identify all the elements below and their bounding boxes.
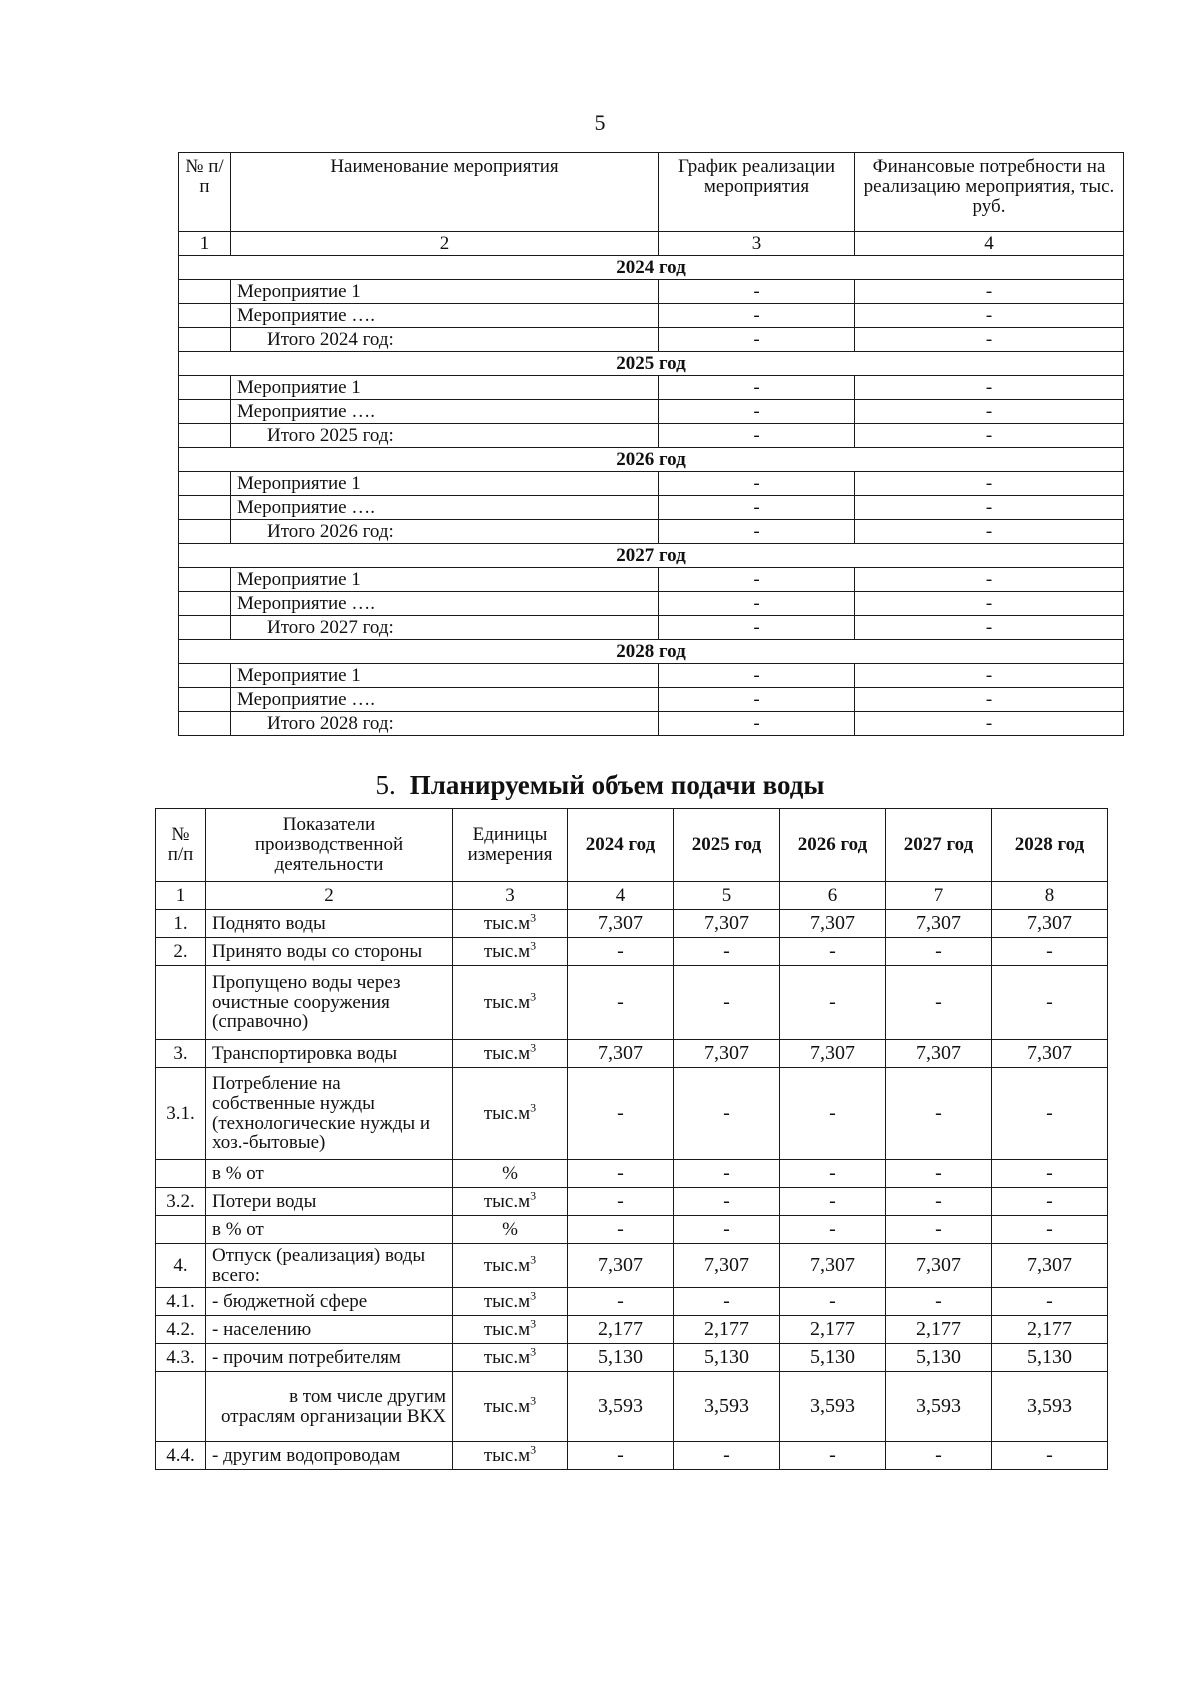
- year-value: 2,177: [674, 1316, 780, 1344]
- year-value: -: [992, 1188, 1108, 1216]
- row-number: 4.4.: [156, 1442, 206, 1470]
- header-year: 2025 год: [674, 809, 780, 882]
- unit-text: тыс.м: [483, 1290, 531, 1312]
- measure-num: [179, 592, 231, 616]
- indicator-label: Отпуск (реализация) воды всего:: [206, 1244, 453, 1288]
- unit-text: тыс.м: [483, 1190, 531, 1212]
- measure-name: Мероприятие 1: [231, 568, 659, 592]
- year-value: 7,307: [568, 1244, 674, 1288]
- header-year: 2026 год: [780, 809, 886, 882]
- row-number: [156, 966, 206, 1040]
- year-value: -: [674, 1068, 780, 1160]
- year-value: 2,177: [780, 1316, 886, 1344]
- col-number: 8: [992, 882, 1108, 910]
- year-value: -: [780, 1216, 886, 1244]
- indicator-label: Пропущено воды через очистные сооружения (справочно): [206, 966, 453, 1040]
- unit-superscript: 3: [530, 1188, 537, 1203]
- measure-schedule: -: [659, 472, 855, 496]
- total-row: [179, 520, 1124, 544]
- year-value: -: [886, 1068, 992, 1160]
- water-supply-table: [155, 808, 1108, 1470]
- indicator-row: [156, 1188, 1108, 1216]
- measure-finance: -: [855, 472, 1124, 496]
- measure-row: [179, 280, 1124, 304]
- measure-finance: -: [855, 664, 1124, 688]
- indicator-label: в % от: [206, 1160, 453, 1188]
- col-number: 1: [179, 232, 231, 256]
- year-value: 7,307: [780, 1244, 886, 1288]
- year-value: 5,130: [780, 1344, 886, 1372]
- unit-cell: [453, 1244, 568, 1288]
- unit-cell: [453, 1040, 568, 1068]
- total-schedule: -: [659, 328, 855, 352]
- header-year: 2027 год: [886, 809, 992, 882]
- measure-schedule: -: [659, 568, 855, 592]
- measure-finance: -: [855, 496, 1124, 520]
- year-value: -: [568, 1288, 674, 1316]
- year-value: -: [674, 966, 780, 1040]
- indicator-row: [156, 966, 1108, 1040]
- indicator-row: [156, 1244, 1108, 1288]
- measure-name: Мероприятие 1: [231, 280, 659, 304]
- section-title-text: Планируемый объем подачи воды: [409, 770, 825, 800]
- row-number: 3.2.: [156, 1188, 206, 1216]
- unit-superscript: 3: [530, 1252, 537, 1267]
- total-finance: -: [855, 616, 1124, 640]
- total-finance: -: [855, 712, 1124, 736]
- measure-finance: -: [855, 568, 1124, 592]
- measure-finance: -: [855, 376, 1124, 400]
- measure-schedule: -: [659, 280, 855, 304]
- year-value: 7,307: [780, 910, 886, 938]
- unit-cell: [453, 1316, 568, 1344]
- year-value: -: [992, 1216, 1108, 1244]
- total-num: [179, 616, 231, 640]
- header-year: 2028 год: [992, 809, 1108, 882]
- indicator-label: - бюджетной сфере: [206, 1288, 453, 1316]
- unit-cell: [453, 910, 568, 938]
- measure-num: [179, 688, 231, 712]
- indicator-row: [156, 1288, 1108, 1316]
- year-label: 2027 год: [179, 544, 1124, 568]
- measure-name: Мероприятие ….: [231, 688, 659, 712]
- year-value: 7,307: [886, 910, 992, 938]
- section-number: 5.: [375, 770, 396, 800]
- header-measure-name: Наименование мероприятия: [231, 153, 659, 232]
- unit-superscript: 3: [530, 1442, 537, 1457]
- year-value: -: [674, 1442, 780, 1470]
- measure-num: [179, 400, 231, 424]
- total-row: [179, 424, 1124, 448]
- year-value: -: [674, 1188, 780, 1216]
- year-value: -: [568, 1216, 674, 1244]
- unit-text: тыс.м: [483, 1346, 531, 1368]
- measure-finance: -: [855, 280, 1124, 304]
- measure-row: [179, 472, 1124, 496]
- col-number: 2: [231, 232, 659, 256]
- year-value: 5,130: [674, 1344, 780, 1372]
- unit-text: тыс.м: [483, 1042, 531, 1064]
- year-value: -: [568, 1160, 674, 1188]
- year-value: 7,307: [780, 1040, 886, 1068]
- indicator-row: [156, 1040, 1108, 1068]
- indicator-label: - другим водопроводам: [206, 1442, 453, 1470]
- measures-table: [178, 152, 1124, 736]
- unit-superscript: 3: [530, 1040, 537, 1055]
- measure-schedule: -: [659, 304, 855, 328]
- row-number: 4.2.: [156, 1316, 206, 1344]
- unit-superscript: 3: [530, 1316, 537, 1331]
- year-value: -: [568, 1068, 674, 1160]
- page-number: 5: [594, 110, 606, 135]
- year-value: 3,593: [674, 1372, 780, 1442]
- total-num: [179, 712, 231, 736]
- measure-row: [179, 688, 1124, 712]
- header-unit: Единицы измерения: [453, 809, 568, 882]
- measure-row: [179, 304, 1124, 328]
- indicator-row: [156, 1216, 1108, 1244]
- row-number: 3.1.: [156, 1068, 206, 1160]
- measure-num: [179, 304, 231, 328]
- year-value: 7,307: [674, 1040, 780, 1068]
- measure-num: [179, 376, 231, 400]
- year-value: -: [992, 1068, 1108, 1160]
- total-schedule: -: [659, 712, 855, 736]
- total-schedule: -: [659, 520, 855, 544]
- unit-text: тыс.м: [483, 1318, 531, 1340]
- measure-num: [179, 568, 231, 592]
- measure-schedule: -: [659, 688, 855, 712]
- row-number: 2.: [156, 938, 206, 966]
- row-number: [156, 1216, 206, 1244]
- total-row: [179, 712, 1124, 736]
- year-value: -: [780, 938, 886, 966]
- measure-row: [179, 376, 1124, 400]
- year-value: -: [886, 1216, 992, 1244]
- unit-text: %: [502, 1218, 518, 1240]
- col-number: 7: [886, 882, 992, 910]
- unit-text: тыс.м: [483, 1444, 531, 1466]
- col-number: 2: [206, 882, 453, 910]
- indicator-row: [156, 938, 1108, 966]
- total-label: Итого 2028 год:: [231, 712, 659, 736]
- year-value: -: [886, 1288, 992, 1316]
- unit-superscript: 3: [530, 938, 537, 953]
- year-label: 2028 год: [179, 640, 1124, 664]
- measure-num: [179, 664, 231, 688]
- year-value: 7,307: [886, 1244, 992, 1288]
- measure-schedule: -: [659, 592, 855, 616]
- measure-row: [179, 664, 1124, 688]
- water-table-col-numbers: [156, 882, 1108, 910]
- measure-finance: -: [855, 304, 1124, 328]
- indicator-row: [156, 910, 1108, 938]
- measure-name: Мероприятие ….: [231, 304, 659, 328]
- unit-superscript: 3: [530, 1393, 537, 1408]
- year-value: 3,593: [780, 1372, 886, 1442]
- year-value: -: [780, 1442, 886, 1470]
- year-value: 3,593: [992, 1372, 1108, 1442]
- measure-name: Мероприятие ….: [231, 592, 659, 616]
- unit-superscript: 3: [530, 1100, 537, 1115]
- year-value: 3,593: [568, 1372, 674, 1442]
- year-value: -: [674, 938, 780, 966]
- total-row: [179, 328, 1124, 352]
- unit-cell: [453, 1160, 568, 1188]
- header-schedule: График реализации мероприятия: [659, 153, 855, 232]
- indicator-label: - населению: [206, 1316, 453, 1344]
- unit-superscript: 3: [530, 1288, 537, 1303]
- measure-name: Мероприятие 1: [231, 472, 659, 496]
- year-label: 2024 год: [179, 256, 1124, 280]
- year-value: 5,130: [568, 1344, 674, 1372]
- total-label: Итого 2027 год:: [231, 616, 659, 640]
- measure-num: [179, 472, 231, 496]
- total-label: Итого 2024 год:: [231, 328, 659, 352]
- year-value: -: [568, 938, 674, 966]
- unit-cell: [453, 1372, 568, 1442]
- year-value: -: [568, 1188, 674, 1216]
- unit-text: тыс.м: [483, 1102, 531, 1124]
- year-row: [179, 544, 1124, 568]
- measures-table-col-numbers: [179, 232, 1124, 256]
- header-year: 2024 год: [568, 809, 674, 882]
- col-number: 1: [156, 882, 206, 910]
- year-value: 7,307: [674, 910, 780, 938]
- year-row: [179, 640, 1124, 664]
- unit-text: тыс.м: [483, 912, 531, 934]
- unit-text: тыс.м: [483, 940, 531, 962]
- total-finance: -: [855, 520, 1124, 544]
- year-value: 7,307: [568, 1040, 674, 1068]
- year-value: 7,307: [992, 910, 1108, 938]
- year-value: -: [886, 966, 992, 1040]
- year-value: -: [992, 966, 1108, 1040]
- measure-num: [179, 496, 231, 520]
- unit-superscript: 3: [530, 1344, 537, 1359]
- indicator-row: [156, 1442, 1108, 1470]
- row-number: 1.: [156, 910, 206, 938]
- year-row: [179, 256, 1124, 280]
- indicator-row: [156, 1372, 1108, 1442]
- col-number: 6: [780, 882, 886, 910]
- year-value: -: [780, 966, 886, 1040]
- measure-row: [179, 400, 1124, 424]
- indicator-label: Принято воды со стороны: [206, 938, 453, 966]
- measure-schedule: -: [659, 496, 855, 520]
- measure-row: [179, 592, 1124, 616]
- year-label: 2026 год: [179, 448, 1124, 472]
- total-finance: -: [855, 328, 1124, 352]
- unit-superscript: 3: [530, 910, 537, 925]
- year-value: -: [992, 1288, 1108, 1316]
- total-num: [179, 520, 231, 544]
- measure-finance: -: [855, 688, 1124, 712]
- year-value: 7,307: [992, 1244, 1108, 1288]
- unit-cell: [453, 1344, 568, 1372]
- year-value: -: [780, 1288, 886, 1316]
- row-number: 3.: [156, 1040, 206, 1068]
- unit-text: тыс.м: [483, 1254, 531, 1276]
- year-value: -: [886, 1160, 992, 1188]
- year-value: -: [992, 1442, 1108, 1470]
- measure-finance: -: [855, 400, 1124, 424]
- indicator-label: в том числе другим отраслям организации ВКХ: [206, 1372, 453, 1442]
- year-value: 7,307: [674, 1244, 780, 1288]
- total-schedule: -: [659, 424, 855, 448]
- year-value: 7,307: [568, 910, 674, 938]
- col-number: 5: [674, 882, 780, 910]
- unit-cell: [453, 1068, 568, 1160]
- year-value: 7,307: [886, 1040, 992, 1068]
- indicator-row: [156, 1160, 1108, 1188]
- measure-schedule: -: [659, 400, 855, 424]
- measure-schedule: -: [659, 376, 855, 400]
- indicator-label: Потери воды: [206, 1188, 453, 1216]
- indicator-label: Поднято воды: [206, 910, 453, 938]
- total-label: Итого 2026 год:: [231, 520, 659, 544]
- total-schedule: -: [659, 616, 855, 640]
- measure-num: [179, 280, 231, 304]
- header-finance: Финансовые потребности на реализацию мероприятия, тыс. руб.: [855, 153, 1124, 232]
- year-value: -: [886, 1442, 992, 1470]
- year-value: -: [780, 1160, 886, 1188]
- measure-name: Мероприятие ….: [231, 400, 659, 424]
- year-value: -: [886, 1188, 992, 1216]
- year-value: -: [674, 1288, 780, 1316]
- unit-cell: [453, 1188, 568, 1216]
- indicator-row: [156, 1068, 1108, 1160]
- indicator-label: Транспортировка воды: [206, 1040, 453, 1068]
- unit-cell: [453, 966, 568, 1040]
- measure-row: [179, 568, 1124, 592]
- year-value: 2,177: [992, 1316, 1108, 1344]
- measure-row: [179, 496, 1124, 520]
- year-row: [179, 448, 1124, 472]
- unit-cell: [453, 938, 568, 966]
- indicator-label: - прочим потребителям: [206, 1344, 453, 1372]
- measure-name: Мероприятие ….: [231, 496, 659, 520]
- unit-cell: [453, 1442, 568, 1470]
- section-title: [0, 770, 1200, 801]
- col-number: 4: [568, 882, 674, 910]
- measure-schedule: -: [659, 664, 855, 688]
- measure-name: Мероприятие 1: [231, 664, 659, 688]
- total-num: [179, 328, 231, 352]
- unit-text: тыс.м: [483, 1395, 531, 1417]
- year-value: -: [568, 1442, 674, 1470]
- year-value: -: [992, 1160, 1108, 1188]
- year-value: -: [780, 1068, 886, 1160]
- col-number: 3: [659, 232, 855, 256]
- year-value: 5,130: [992, 1344, 1108, 1372]
- measure-finance: -: [855, 592, 1124, 616]
- year-value: -: [674, 1160, 780, 1188]
- total-row: [179, 616, 1124, 640]
- unit-superscript: 3: [530, 989, 537, 1004]
- total-finance: -: [855, 424, 1124, 448]
- year-value: -: [780, 1188, 886, 1216]
- indicator-label: в % от: [206, 1216, 453, 1244]
- total-num: [179, 424, 231, 448]
- row-number: [156, 1160, 206, 1188]
- year-value: 3,593: [886, 1372, 992, 1442]
- row-number: [156, 1372, 206, 1442]
- year-value: -: [886, 938, 992, 966]
- year-value: -: [568, 966, 674, 1040]
- unit-cell: [453, 1288, 568, 1316]
- indicator-row: [156, 1316, 1108, 1344]
- year-value: 2,177: [886, 1316, 992, 1344]
- year-value: -: [992, 938, 1108, 966]
- total-label: Итого 2025 год:: [231, 424, 659, 448]
- row-number: 4.1.: [156, 1288, 206, 1316]
- measures-table-header: [179, 153, 1124, 232]
- year-value: 5,130: [886, 1344, 992, 1372]
- header-num: № п/п: [179, 153, 231, 232]
- unit-cell: [453, 1216, 568, 1244]
- year-value: 2,177: [568, 1316, 674, 1344]
- indicator-row: [156, 1344, 1108, 1372]
- col-number: 3: [453, 882, 568, 910]
- indicator-label: Потребление на собственные нужды (технологические нужды и хоз.-бытовые): [206, 1068, 453, 1160]
- year-value: -: [674, 1216, 780, 1244]
- year-value: 7,307: [992, 1040, 1108, 1068]
- unit-text: тыс.м: [483, 991, 531, 1013]
- water-table-header: [156, 809, 1108, 882]
- col-number: 4: [855, 232, 1124, 256]
- header-indicator: Показатели производственной деятельности: [206, 809, 453, 882]
- unit-text: %: [502, 1162, 518, 1184]
- year-label: 2025 год: [179, 352, 1124, 376]
- row-number: 4.3.: [156, 1344, 206, 1372]
- measure-name: Мероприятие 1: [231, 376, 659, 400]
- row-number: 4.: [156, 1244, 206, 1288]
- year-row: [179, 352, 1124, 376]
- header-num: № п/п: [156, 809, 206, 882]
